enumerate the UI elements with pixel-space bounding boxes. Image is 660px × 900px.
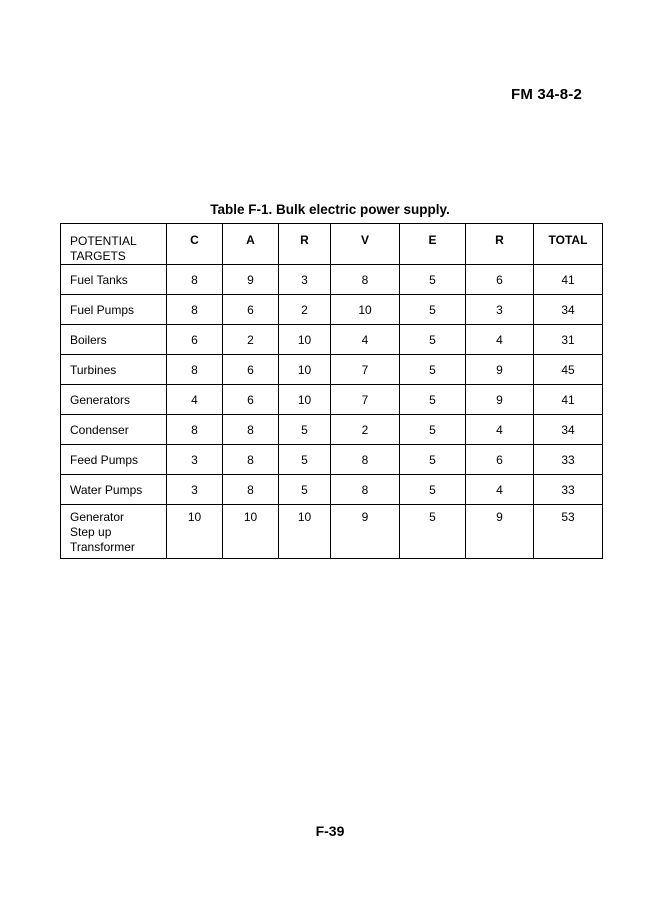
- score-cell-e: 5: [400, 355, 466, 385]
- score-cell-c: 8: [167, 415, 223, 445]
- score-cell-total: 31: [534, 325, 603, 355]
- table-body: [61, 265, 603, 559]
- score-cell-v: 8: [331, 445, 400, 475]
- table-row: [61, 355, 603, 385]
- column-header-e: E: [400, 224, 466, 265]
- column-header-total: TOTAL: [534, 224, 603, 265]
- target-name-cell: Boilers: [61, 325, 167, 355]
- table-row: [61, 265, 603, 295]
- target-name-cell: Feed Pumps: [61, 445, 167, 475]
- score-cell-r2: 9: [466, 505, 534, 559]
- score-cell-total: 34: [534, 295, 603, 325]
- column-header-a: A: [223, 224, 279, 265]
- score-cell-total: 41: [534, 385, 603, 415]
- table-row: [61, 295, 603, 325]
- score-cell-c: 8: [167, 295, 223, 325]
- score-cell-r2: 4: [466, 415, 534, 445]
- table-title: Table F-1. Bulk electric power supply.: [210, 202, 450, 217]
- score-cell-e: 5: [400, 415, 466, 445]
- target-name-cell: Generators: [61, 385, 167, 415]
- score-cell-c: 10: [167, 505, 223, 559]
- score-cell-total: 41: [534, 265, 603, 295]
- target-name-cell: Water Pumps: [61, 475, 167, 505]
- score-cell-v: 10: [331, 295, 400, 325]
- score-cell-r1: 3: [279, 265, 331, 295]
- score-cell-a: 8: [223, 445, 279, 475]
- score-cell-r1: 5: [279, 415, 331, 445]
- target-name-cell: Fuel Tanks: [61, 265, 167, 295]
- score-cell-a: 6: [223, 385, 279, 415]
- score-cell-e: 5: [400, 295, 466, 325]
- score-cell-v: 8: [331, 475, 400, 505]
- column-header-potential-targets: POTENTIAL TARGETS: [61, 224, 167, 265]
- score-cell-a: 2: [223, 325, 279, 355]
- score-cell-r1: 5: [279, 475, 331, 505]
- score-cell-v: 9: [331, 505, 400, 559]
- score-cell-a: 8: [223, 415, 279, 445]
- table-row: [61, 385, 603, 415]
- column-header-c: C: [167, 224, 223, 265]
- target-name-cell: [61, 505, 167, 559]
- criticality-table: [60, 223, 603, 559]
- score-cell-a: 9: [223, 265, 279, 295]
- score-cell-r2: 3: [466, 295, 534, 325]
- page-number: F-39: [315, 823, 345, 839]
- table-row: [61, 505, 603, 559]
- score-cell-c: 3: [167, 445, 223, 475]
- score-cell-v: 2: [331, 415, 400, 445]
- score-cell-a: 10: [223, 505, 279, 559]
- score-cell-total: 45: [534, 355, 603, 385]
- score-cell-e: 5: [400, 475, 466, 505]
- score-cell-r1: 10: [279, 505, 331, 559]
- score-cell-c: 4: [167, 385, 223, 415]
- score-cell-v: 4: [331, 325, 400, 355]
- score-cell-e: 5: [400, 325, 466, 355]
- score-cell-r2: 9: [466, 355, 534, 385]
- column-header-r2: R: [466, 224, 534, 265]
- score-cell-r2: 4: [466, 325, 534, 355]
- score-cell-total: 33: [534, 445, 603, 475]
- score-cell-total: 34: [534, 415, 603, 445]
- target-name-line: Step up: [70, 525, 112, 539]
- score-cell-r2: 4: [466, 475, 534, 505]
- score-cell-c: 8: [167, 265, 223, 295]
- score-cell-a: 6: [223, 355, 279, 385]
- target-name-cell: Fuel Pumps: [61, 295, 167, 325]
- target-name-cell: Condenser: [61, 415, 167, 445]
- column-header-r: R: [279, 224, 331, 265]
- score-cell-r2: 6: [466, 265, 534, 295]
- score-cell-a: 8: [223, 475, 279, 505]
- score-cell-e: 5: [400, 265, 466, 295]
- score-cell-total: 33: [534, 475, 603, 505]
- score-cell-c: 8: [167, 355, 223, 385]
- table-row: [61, 445, 603, 475]
- score-cell-v: 7: [331, 385, 400, 415]
- table-header-row: [61, 224, 603, 265]
- score-cell-v: 8: [331, 265, 400, 295]
- document-id: FM 34-8-2: [511, 86, 582, 103]
- score-cell-c: 6: [167, 325, 223, 355]
- score-cell-e: 5: [400, 445, 466, 475]
- table-row: [61, 325, 603, 355]
- column-header-v: V: [331, 224, 400, 265]
- target-name-cell: Turbines: [61, 355, 167, 385]
- score-cell-e: 5: [400, 385, 466, 415]
- score-cell-r1: 10: [279, 325, 331, 355]
- table-row: [61, 475, 603, 505]
- score-cell-e: 5: [400, 505, 466, 559]
- target-name-line: Transformer: [70, 540, 135, 554]
- target-name-line: Generator: [70, 510, 125, 524]
- score-cell-r1: 10: [279, 355, 331, 385]
- score-cell-c: 3: [167, 475, 223, 505]
- score-cell-r2: 9: [466, 385, 534, 415]
- score-cell-r1: 5: [279, 445, 331, 475]
- score-cell-v: 7: [331, 355, 400, 385]
- score-cell-total: 53: [534, 505, 603, 559]
- table-row: [61, 415, 603, 445]
- score-cell-a: 6: [223, 295, 279, 325]
- score-cell-r2: 6: [466, 445, 534, 475]
- score-cell-r1: 2: [279, 295, 331, 325]
- score-cell-r1: 10: [279, 385, 331, 415]
